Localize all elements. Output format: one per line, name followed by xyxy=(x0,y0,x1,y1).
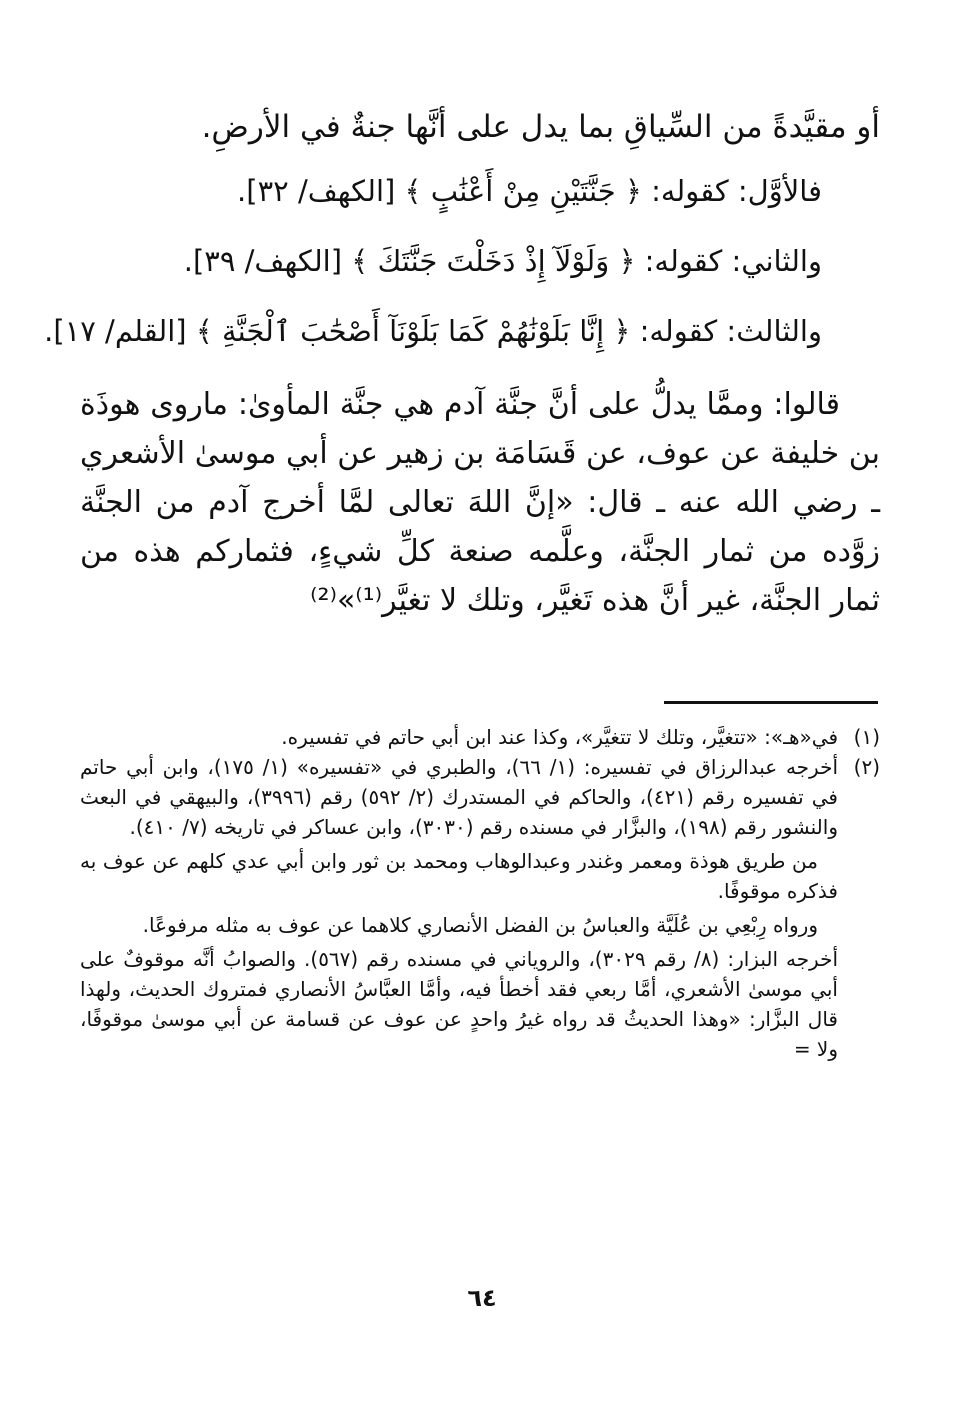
main-text-block xyxy=(44,98,880,625)
footnote-text: في«هـ»: «تتغيَّر، وتلك لا تتغيَّر»، وكذا عند ابن أبي حاتم في تفسيره. xyxy=(281,725,838,749)
footnote-divider xyxy=(664,701,878,704)
page-number: ٦٤ xyxy=(467,1284,497,1312)
footnote-number: (٢) xyxy=(853,755,880,779)
footnote-2 xyxy=(80,752,880,842)
verse-line-first: فالأوَّل: كقوله: ﴿ جَنَّتَيْنِ مِنْ أَعْنَٰبٍ ﴾ [الكهف/ ٣٢]. xyxy=(237,174,822,208)
footnote-2-paragraph xyxy=(80,910,880,940)
footnote-paragraph-text: أخرجه البزار: (٨/ رقم ٣٠٢٩)، والروياني في مسنده رقم (٥٦٧). والصوابُ أنَّه موقوفٌ على أبي موسىٰ الأشعري، أمَّا ربعي فقد أخطأ فيه، وأمَّا العبَّاسُ الأنصاري فمتروك الحديث، ولهذا قال البزَّار: «وهذا الحديثُ قد رواه غيرُ واحدٍ عن عوف عن قسامة عن أبي موسىٰ موقوفًا، ولا = xyxy=(80,947,839,1061)
intro-line: أو مقيَّدةً من السِّياقِ بما يدل على أنَّها جنةٌ في الأرضِ. xyxy=(201,109,880,145)
footnote-number: (١) xyxy=(853,725,880,749)
footnote-text: أخرجه عبدالرزاق في تفسيره: (١/ ٦٦)، والطبري في «تفسيره» (١/ ١٧٥)، وابن أبي حاتم في تفسيره رقم (٤٢١)، والحاكم في المستدرك (٢/ ٥٩٢) رقم (٣٩٩٦)، والبيهقي في البعث والنشور رقم (١٩٨)، والبزَّار في مسنده رقم (٣٠٣٠)، وابن عساكر في تاريخه (٧/ ٤١٠). xyxy=(80,755,838,839)
footnote-2-paragraph xyxy=(80,944,880,1064)
footnote-1 xyxy=(80,722,880,752)
footnote-2-paragraph xyxy=(80,846,880,906)
footnote-paragraph-text: من طريق هوذة ومعمر وغندر وعبدالوهاب ومحمد بن ثور وابن أبي عدي كلهم عن عوف به فذكره موقوفًا. xyxy=(80,849,838,903)
hadith-text: قالوا: وممَّا يدلُّ على أنَّ جنَّة آدم هي جنَّة المأوىٰ: ماروى هوذَة بن خليفة عن عوف، عن قَسَامَة بن زهير عن أبي موسىٰ الأشعري ـ رضي الله عنه ـ قال: «إنَّ اللهَ تعالى لمَّا أخرج آدم من الجنَّة زوَّده من ثمار الجنَّة، وعلَّمه صنعة كلِّ شيءٍ، فثماركم هذه من ثمار الجنَّة، غير أنَّ هذه تَغيَّر، وتلك لا تغيَّر⁽¹⁾»⁽²⁾ xyxy=(80,387,880,618)
verse-line-third: والثالث: كقوله: ﴿ إِنَّا بَلَوْنَٰهُمْ كَمَا بَلَوْنَآ أَصْحَٰبَ ٱلْجَنَّةِ ﴾ [القلم/ ١٧]. xyxy=(44,314,822,348)
hadith-paragraph xyxy=(80,380,880,625)
footnote-paragraph-text: ورواه رِبْعِي بن عُلَيَّة والعباسُ بن الفضل الأنصاري كلاهما عن عوف به مثله مرفوعًا. xyxy=(142,913,818,937)
verse-line-second: والثاني: كقوله: ﴿ وَلَوْلَآ إِذْ دَخَلْتَ جَنَّتَكَ ﴾ [الكهف/ ٣٩]. xyxy=(183,244,822,278)
footnotes xyxy=(80,722,880,1064)
